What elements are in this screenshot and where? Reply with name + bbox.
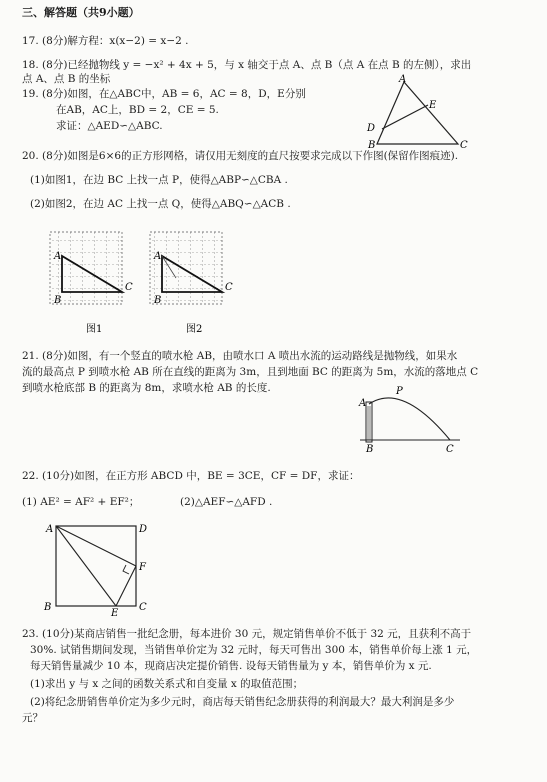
label-f: F	[139, 562, 146, 573]
label-e: E	[111, 608, 119, 616]
fig2-label-a: A	[154, 251, 162, 262]
question-23-part2-line1: (2)将纪念册销售单价定为多少元时，商店每天销售纪念册获得的利润最大？最大利润是多少	[30, 696, 455, 708]
grid-figure-1	[50, 232, 133, 306]
label-b: B	[366, 444, 374, 455]
water-parabola	[369, 398, 450, 440]
water-gun-ab	[366, 402, 372, 442]
label-c: C	[139, 602, 147, 613]
fig2-label-c: C	[225, 282, 233, 293]
q19-triangle-figure	[358, 74, 478, 152]
question-23-line2: 30%. 试销售期间发现，当销售单价定为 32 元时，每天可售出 300 本，销售单价每上涨 1 元，	[30, 644, 478, 656]
question-19-line3: 求证：△AED∽△ABC.	[56, 120, 163, 132]
section-title: 三、解答题（共9小题）	[22, 6, 140, 19]
label-e: E	[429, 100, 437, 111]
question-21-line3: 到喷水枪底部 B 的距离为 8m，求喷水枪 AB 的长度.	[22, 382, 271, 394]
question-22-part1: (1) AE² = AF² + EF²；	[22, 496, 140, 508]
question-22-line1: 22. (10分)如图，在正方形 ABCD 中，BE = 3CE，CF = DF，求证：	[22, 470, 360, 482]
label-d: D	[367, 123, 376, 134]
triangle-abc	[377, 82, 458, 144]
question-17: 17. (8分)解方程：x(x−2) = x−2 .	[22, 35, 189, 47]
label-a: A	[46, 524, 54, 535]
question-23-line1: 23. (10分)某商店销售一批纪念册，每本进价 30 元，规定销售单价不低于 32 元，且获利不高于	[22, 628, 472, 640]
question-21-line2: 流的最高点 P 到喷水枪 AB 所在直线的距离为 3m，且到地面 BC 的距离为 5m，水流的落地点 C	[22, 366, 479, 378]
grid-figure-2	[150, 232, 233, 306]
label-a: A	[399, 74, 407, 85]
fig1-label-a: A	[54, 251, 62, 262]
fig1-label-b: B	[54, 295, 62, 306]
question-20-line1: 20. (8分)如图是6×6的正方形网格，请仅用无刻度的直尺按要求完成以下作图(保留作图痕迹).	[22, 150, 459, 162]
fig2-caption: 图2	[186, 324, 203, 335]
question-23-line3: 每天销售量减少 10 本，现商店决定提价销售. 设每天销售量为 y 本，销售单价为 x 元.	[30, 660, 432, 672]
fig1-caption: 图1	[86, 324, 103, 335]
q20-grid-figures	[46, 228, 246, 340]
square-abcd	[56, 526, 136, 606]
label-b: B	[44, 602, 52, 613]
question-23-part1: (1)求出 y 与 x 之间的函数关系式和自变量 x 的取值范围；	[30, 678, 304, 690]
segment-ae	[56, 526, 116, 606]
label-a: A	[359, 398, 367, 409]
question-18-line1: 18. (8分)已经抛物线 y = −x² + 4x + 5，与 x 轴交于点 A、点 B（点 A 在点 B 的左侧），求出	[22, 59, 472, 71]
question-22-part2: (2)△AEF∽△AFD .	[180, 496, 273, 508]
question-19-line2: 在AB，AC上，BD = 2，CE = 5.	[56, 104, 219, 116]
right-angle-mark	[123, 565, 129, 574]
label-c: C	[460, 140, 468, 151]
q21-fountain-figure	[352, 384, 482, 456]
segment-af	[56, 526, 136, 566]
question-19-line1: 19. (8分)如图，在△ABC中，AB = 6，AC = 8，D，E分别	[22, 88, 306, 100]
question-20-part2: (2)如图2，在边 AC 上找一点 Q，使得△ABQ∽△ACB .	[30, 198, 291, 210]
q22-square-figure	[38, 520, 158, 616]
question-20-part1: (1)如图1，在边 BC 上找一点 P，使得△ABP∽△CBA .	[30, 174, 288, 186]
fig1-label-c: C	[125, 282, 133, 293]
label-b: B	[368, 140, 376, 151]
label-p: P	[396, 386, 403, 397]
question-18-line2: 点 A、点 B 的坐标	[22, 73, 111, 85]
label-d: D	[139, 524, 148, 535]
question-23-part2-line2: 元？	[22, 712, 43, 724]
fig2-label-b: B	[154, 295, 162, 306]
label-c: C	[446, 444, 454, 455]
question-21-line1: 21. (8分)如图，有一个竖直的喷水枪 AB，由喷水口 A 喷出水流的运动路线是抛物线，如果水	[22, 350, 458, 362]
